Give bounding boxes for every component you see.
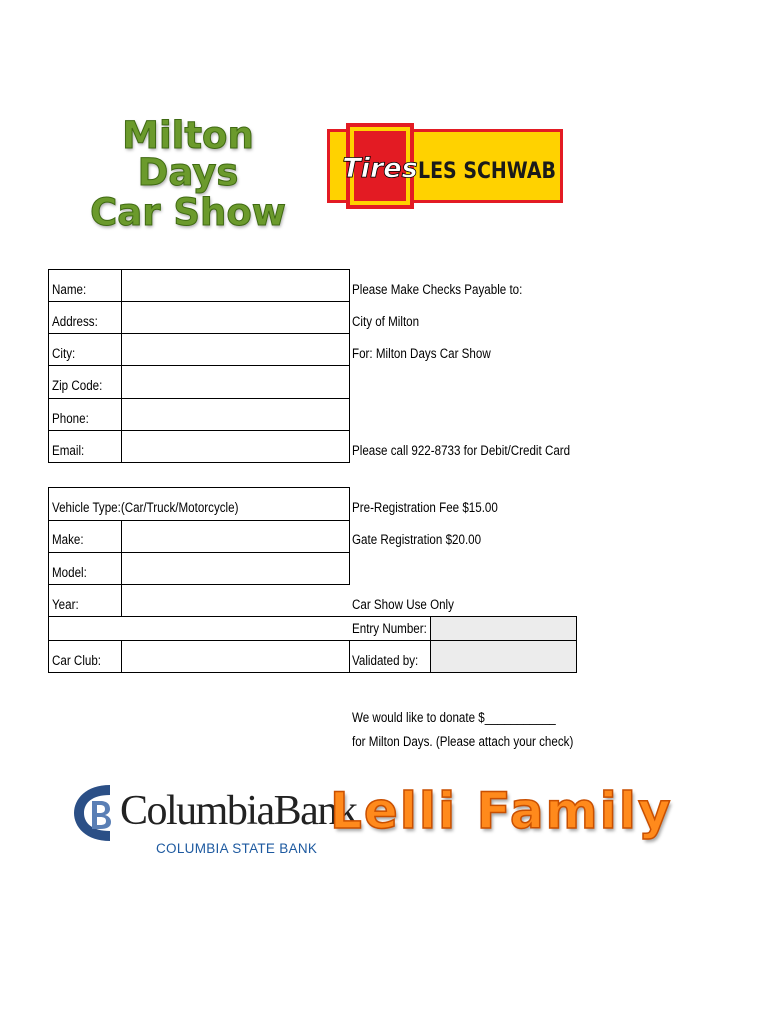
donation-line-1: We would like to donate $___________ <box>352 710 556 725</box>
pre-registration-fee: Pre-Registration Fee $15.00 <box>352 500 498 515</box>
office-use-heading: Car Show Use Only <box>352 597 454 612</box>
car-club-label: Car Club: <box>52 653 102 668</box>
address-label: Address: <box>52 314 98 329</box>
entry-number-label: Entry Number: <box>352 621 427 636</box>
payee-text: City of Milton <box>352 314 420 329</box>
email-label: Email: <box>52 443 85 458</box>
entry-number-field[interactable] <box>431 617 576 640</box>
model-field[interactable] <box>122 553 349 584</box>
email-field[interactable] <box>122 431 349 462</box>
columbia-bank-name: ColumbiaBank <box>120 788 357 834</box>
card-payment-note: Please call 922-8733 for Debit/Credit Card <box>352 443 571 458</box>
donation-line-2: for Milton Days. (Please attach your check) <box>352 734 574 749</box>
city-field[interactable] <box>122 334 349 365</box>
car-club-field[interactable] <box>122 641 349 672</box>
address-field[interactable] <box>122 302 349 333</box>
event-title-line1: Milton Days <box>122 114 254 194</box>
city-label: City: <box>52 346 76 361</box>
vehicle-type-label: Vehicle Type:(Car/Truck/Motorcycle) <box>52 500 239 515</box>
name-label: Name: <box>52 282 87 297</box>
les-schwab-text: LES SCHWAB <box>418 159 556 184</box>
les-schwab-logo <box>324 121 565 211</box>
gate-registration-fee: Gate Registration $20.00 <box>352 532 482 547</box>
validated-by-label: Validated by: <box>352 653 419 668</box>
zip-code-label: Zip Code: <box>52 378 103 393</box>
model-label: Model: <box>52 565 87 580</box>
zip-code-field[interactable] <box>122 366 349 398</box>
year-label: Year: <box>52 597 79 612</box>
phone-label: Phone: <box>52 411 89 426</box>
tires-text: Tires <box>342 153 418 184</box>
lelli-family-sponsor: Lelli Family <box>330 782 673 840</box>
columbia-bank-mark-icon <box>70 781 116 845</box>
validated-by-field[interactable] <box>431 641 576 672</box>
make-label: Make: <box>52 532 84 547</box>
columbia-state-bank-subtitle: COLUMBIA STATE BANK <box>156 841 318 856</box>
event-title-line2: Car Show <box>90 191 286 234</box>
name-field[interactable] <box>122 270 349 301</box>
checks-payable-heading: Please Make Checks Payable to: <box>352 282 523 297</box>
year-field[interactable] <box>122 585 349 616</box>
make-field[interactable] <box>122 521 349 552</box>
memo-text: For: Milton Days Car Show <box>352 346 491 361</box>
phone-field[interactable] <box>122 399 349 430</box>
